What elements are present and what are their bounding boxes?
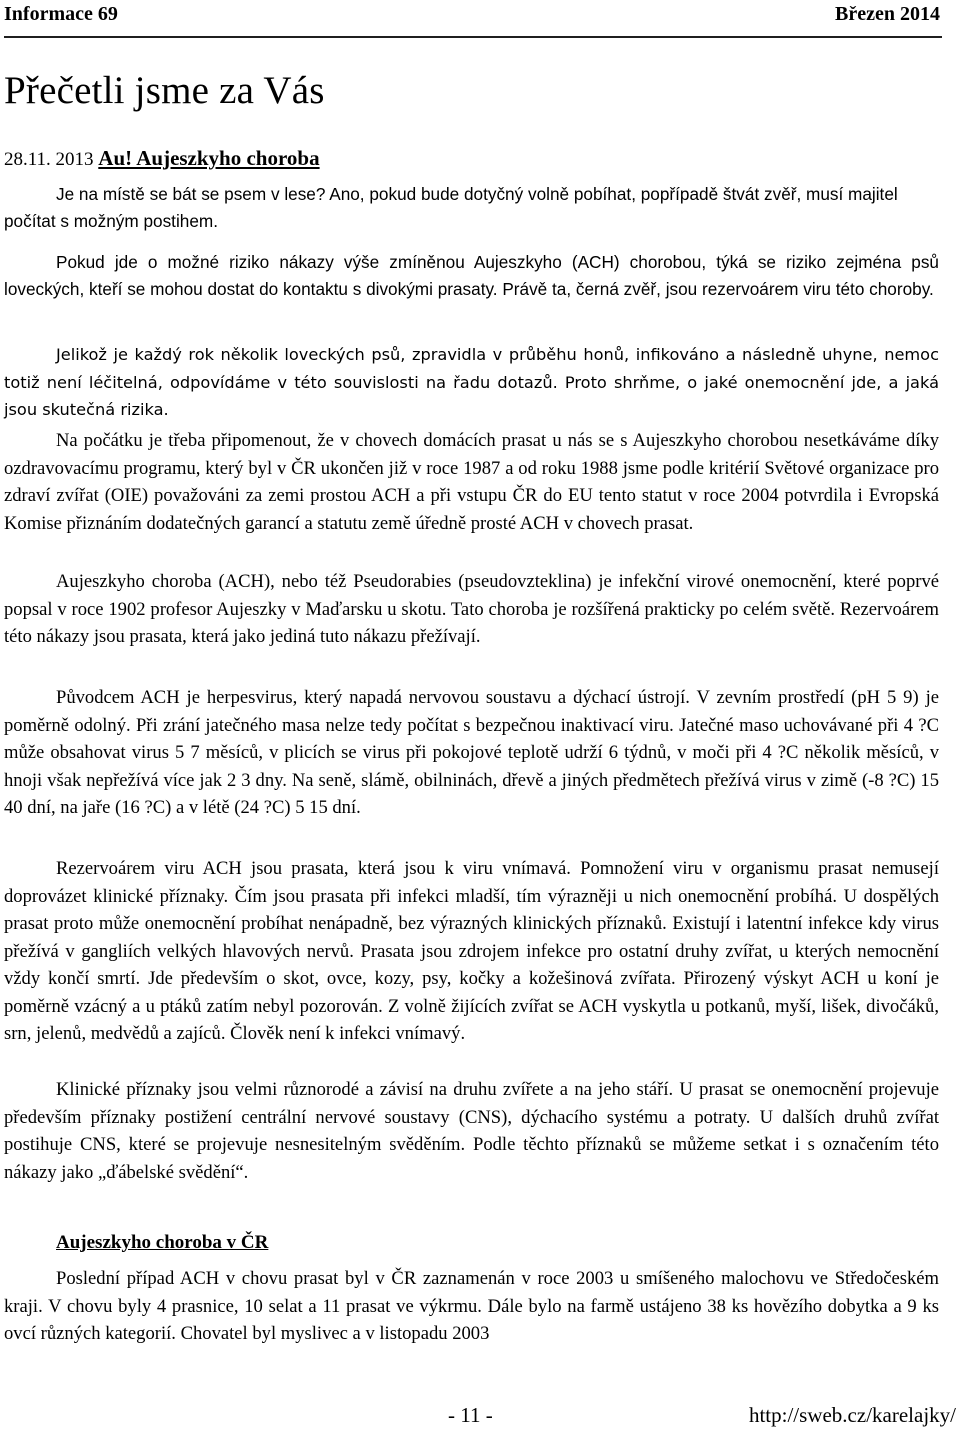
paragraph-lead: Je na místě se bát se psem v lese? Ano, pokud bude dotyčný volně pobíhat, popřípadě štvát zvěř, musí majitel počítat s možným postihem. <box>4 184 898 231</box>
paragraph-reservoir: Rezervoárem viru ACH jsou prasata, která jsou k viru vnímavá. Pomnožení viru v organismu prasat nemusejí doprovázet klinické příznaky. Čím jsou prasata při infekci mladší, tím výrazněji u nich onemocnění probíhá. U dospělých prasat proto může onemocnění probíhat nenápadně, bez výrazných klinických příznaků. Existují i latentní infekce kdy virus přežívá v gangliích velkých hlavových nervů. Prasata jsou zdrojem infekce pro ostatní druhy zvířat, u kterých nemocnění vždy končí smrtí. Jde především o skot, ovce, kozy, psy, kočky a kožešinová zvířata. Přirozený výskyt ACH u koní je poměrně vzácný a u ptáků zatím nebyl pozorován. Z volně žijících zvířat se ACH vyskytla u potkanů, myší, lišek, divočáků, srn, jelenů, medvědů a zajíců. Člověk není k infekci vnímavý. <box>4 858 939 1044</box>
article-title-link[interactable]: Au! Aujeszkyho choroba <box>98 146 320 170</box>
paragraph-definition: Aujeszkyho choroba (ACH), nebo též Pseudorabies (pseudovzteklina) je infekční virové onemocnění, které poprvé popsal v roce 1902 profesor Aujeszky v Maďarsku u skotu. Tato choroba je rozšířená prakticky po celém světě. Rezervoárem této nákazy jsou prasata, která jako jediná tuto nákazu přežívají. <box>4 571 939 647</box>
page-number: - 11 - <box>448 1403 493 1427</box>
section-heading: Aujeszkyho choroba v ČR <box>56 1232 269 1253</box>
paragraph-history: Na počátku je třeba připomenout, že v chovech domácích prasat u nás se s Aujeszkyho chorobou nesetkáváme díky ozdravovacímu programu, který byl v ČR ukončen již v roce 1987 a od roku 1988 jsme podle kritérií Světové organizace pro zdraví zvířat (OIE) považováni za zemi prostou ACH a při vstupu ČR do EU tento statut v roce 2004 potvrdila i Evropská Komise přiznáním dodatečných garancí a statutu země úředně prosté ACH v chovech prasat. <box>4 430 939 534</box>
paragraph-last-case: Poslední případ ACH v chovu prasat byl v ČR zaznamenán v roce 2003 u smíšeného malochovu ve Středočeském kraji. V chovu byly 4 prasnice, 10 selat a 11 prasat ve výkrmu. Dále bylo na farmě ustájeno 38 ks hovězího dobytka a 9 ks ovcí různých kategorií. Chovatel byl myslivec a v listopadu 2003 <box>4 1268 939 1344</box>
header-issue: Informace 69 <box>4 3 118 25</box>
paragraph-pathogen: Původcem ACH je herpesvirus, který napadá nervovou soustavu a dýchací ústrojí. V zevním prostředí (pH 5 9) je poměrně odolný. Při zrání jatečného masa nelze tedy počítat s bezpečnou inaktivací viru. Jatečné maso uchovávané při 4 ?C může obsahovat virus 5 7 měsíců, v plicích se virus při pokojové teplotě udrží 6 týdnů, v moči při 4 ?C několik měsíců, v hnoji však nepřežívá více jak 2 3 dny. Na seně, slámě, obilninách, dřevě a jiných předmětech přežívá virus v zimě (-8 ?C) 15 40 dní, na jaře (16 ?C) a v létě (24 ?C) 5 15 dní. <box>4 687 939 818</box>
paragraph-symptoms: Klinické příznaky jsou velmi různorodé a závisí na druhu zvířete a na jeho stáří. U prasat se onemocnění projevuje především příznaky postižení centrální nervové soustavy (CNS), dýchacího systému a potraty. U dalších druhů zvířat postihuje CNS, které se projevuje nesnesitelným svěděním. Podle těchto příznaků se můžeme setkat i s označením této nákazy jako „ďábelské svědění“. <box>4 1079 939 1183</box>
paragraph-risk: Pokud jde o možné riziko nákazy výše zmíněnou Aujeszkyho (ACH) chorobou, týká se riziko zejména psů loveckých, kteří se mohou dostat do kontaktu s divokými prasaty. Právě ta, černá zvěř, jsou rezervoárem viru této choroby. <box>4 252 939 299</box>
footer-url[interactable]: http://sweb.cz/karelajky/ <box>748 1403 956 1427</box>
header-date: Březen 2014 <box>835 3 940 25</box>
page-header <box>4 0 942 38</box>
paragraph-dogs: Jelikož je každý rok několik loveckých psů, zpravidla v průběhu honů, infikováno a následně uhyne, nemoc totiž není léčitelná, odpovídáme v této souvislosti na řadu dotazů. Proto shrňme, o jaké onemocnění jde, a jaká jsou skutečná rizika. <box>4 345 939 419</box>
page-title: Přečetli jsme za Vás <box>4 69 325 112</box>
dateline <box>4 146 320 171</box>
article-date: 28.11. 2013 <box>4 149 94 170</box>
